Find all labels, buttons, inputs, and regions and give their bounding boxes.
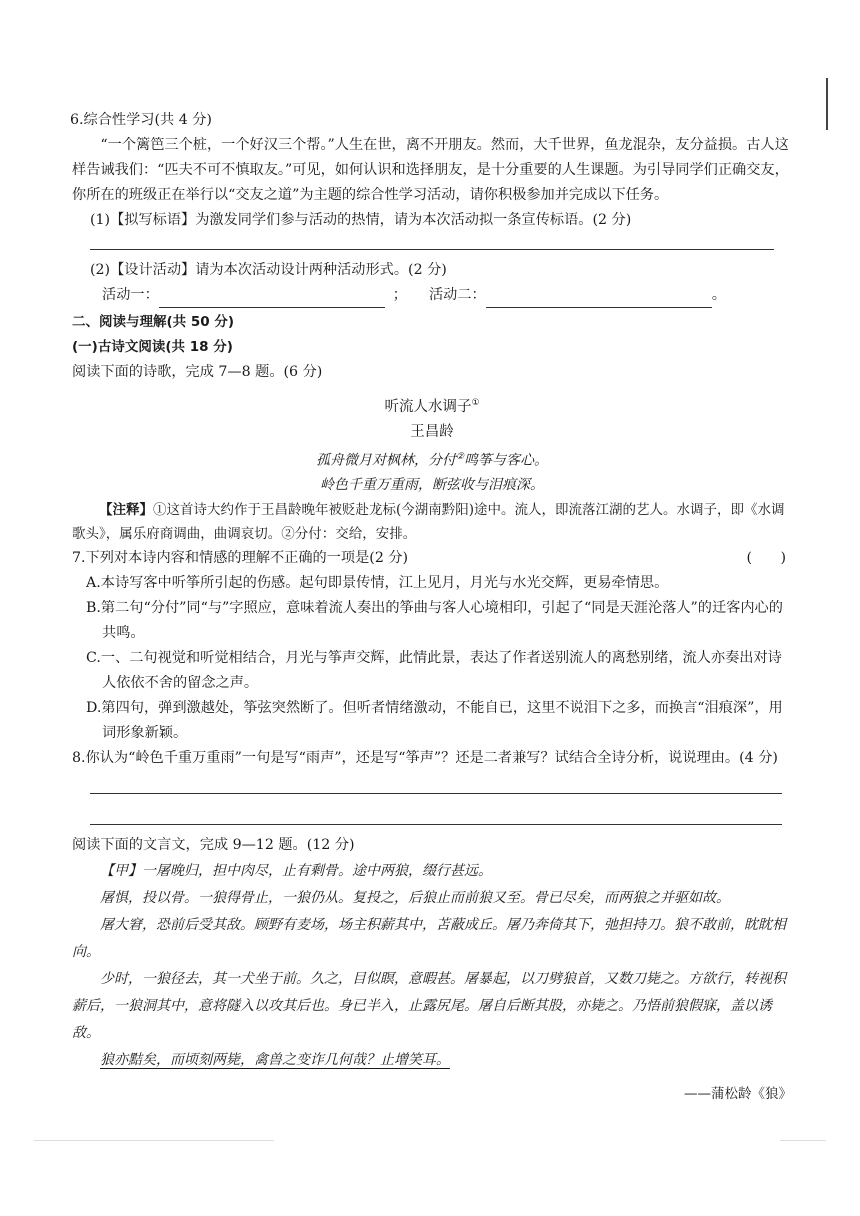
poem-line-1-mark: ② (455, 451, 465, 462)
q7-option-b: B.第二句“分付”同“与”字照应，意味着流人奏出的筝曲与客人心境相印，引起了“同是天涯沦落人”的迁客内心的共鸣。 (86, 600, 783, 642)
scan-edge-mark (826, 78, 828, 130)
q6-sub1-answer-line[interactable] (90, 235, 774, 250)
poem-line-1a: 孤舟微月对枫林，分付 (315, 452, 456, 469)
section2-title: 二、阅读与理解(共 50 分) (72, 314, 235, 330)
section2-part1: (一)古诗文阅读(共 18 分) (72, 339, 233, 355)
activity2-label: 活动二： (428, 287, 486, 303)
classical-source: ——蒲松龄《狼》 (684, 1086, 792, 1103)
footer-rule-left (34, 1140, 274, 1141)
note-label: 【注释】 (99, 502, 153, 519)
activity1-label: 活动一： (102, 287, 159, 303)
q6-intro: “一个篱笆三个桩，一个好汉三个帮。”人生在世，离不开朋友。然而，大千世界，鱼龙混杂，友分益损。古人这样告诫我们：“匹夫不可不慎取友。”可见，如何认识和选择朋友，是十分重要的人生课题。为引导同学们正确交友，你所在的班级正在举行以“交友之道”为主题的综合性学习活动，请你积极参加并完成以下任务。 (72, 137, 789, 203)
classical-intro: 阅读下面的文言文，完成 9—12 题。(12 分) (72, 837, 355, 854)
poem-line-1 (72, 445, 792, 474)
q7-answer-paren[interactable]: ( ) (746, 550, 786, 567)
poem-title-mark: ① (471, 398, 480, 408)
activity-end: 。 (711, 287, 726, 303)
page-content (72, 108, 792, 1107)
note-text: ①这首诗大约作于王昌龄晚年被贬赴龙标(今湖南黔阳)途中。流人，即流落江湖的艺人。水调子，即《水调歌头》，属乐府商调曲，曲调哀切。②分付：交给，安排。 (72, 502, 785, 543)
poem-title (72, 391, 792, 420)
footer-rule-right (780, 1140, 826, 1141)
activity2-blank[interactable] (486, 291, 712, 308)
q6-activities (72, 283, 792, 308)
q7-option-c: C.一、二句视觉和听觉相结合，月光与筝声交辉，此情此景，表达了作者送别流人的离愁别绪，流人亦奏出对诗人依依不舍的留念之声。 (86, 650, 782, 692)
classical-p2: 屠惧，投以骨。一狼得骨止，一狼仍从。复投之，后狼止而前狼又至。骨已尽矣，而两狼之并驱如故。 (100, 890, 730, 907)
classical-p5 (72, 1047, 792, 1074)
q6-sub2: (2)【设计活动】请为本次活动设计两种活动形式。(2 分) (90, 262, 447, 278)
q7-option-d: D.第四句，弹到激越处，筝弦突然断了。但听者情绪激动，不能自已，这里不说泪下之多，而换言“泪痕深”，用词形象新颖。 (86, 700, 783, 742)
classical-p4: 少时，一狼径去，其一犬坐于前。久之，目似瞑，意暇甚。屠暴起，以刀劈狼首，又数刀毙之。方欲行，转视积薪后，一狼洞其中，意将隧入以攻其后也。身已半入，止露尻尾。屠自后断其股，亦毙之。乃悟前狼假寐，盖以诱敌。 (72, 971, 786, 1042)
q8-answer-line-1[interactable] (90, 771, 782, 794)
classical-p5-text: 狼亦黠矣，而顷刻两毙，禽兽之变诈几何哉？止增笑耳。 (100, 1052, 450, 1069)
q7-option-a: A.本诗写客中听筝所引起的伤感。起句即景传情，江上见月，月光与水光交辉，更易牵情思。 (86, 575, 669, 592)
q7-stem (72, 546, 792, 571)
classical-p3: 屠大窘，恐前后受其敌。顾野有麦场，场主积薪其中，苫蔽成丘。屠乃奔倚其下，弛担持刀。狼不敢前，眈眈相向。 (72, 917, 786, 961)
activity-separator: ； (392, 287, 407, 303)
poem-title-text: 听流人水调子 (384, 398, 472, 415)
q6-sub1: (1)【拟写标语】为激发同学们参与活动的热情，请为本次活动拟一条宣传标语。(2 分) (90, 212, 632, 228)
poem-line-1b: 鸣筝与客心。 (464, 452, 549, 469)
classical-p1: 【甲】一屠晚归，担中肉尽，止有剩骨。途中两狼，缀行甚远。 (100, 863, 492, 880)
q8-answer-line-2[interactable] (90, 808, 782, 825)
poem-note (72, 498, 792, 546)
q8-stem: 8.你认为“岭色千重万重雨”一句是写“雨声”，还是写“筝声”？还是二者兼写？试结合全诗分析，说说理由。(4 分) (72, 750, 778, 767)
activity1-blank[interactable] (159, 291, 385, 308)
poem-author: 王昌龄 (410, 423, 454, 440)
poem-intro: 阅读下面的诗歌，完成 7—8 题。(6 分) (72, 364, 323, 380)
poem-line-2: 岭色千重万重雨，断弦收与泪痕深。 (320, 477, 544, 494)
q7-stem-text: 7.下列对本诗内容和情感的理解不正确的一项是(2 分) (72, 550, 409, 567)
q6-title: 6.综合性学习(共 4 分) (70, 112, 212, 128)
